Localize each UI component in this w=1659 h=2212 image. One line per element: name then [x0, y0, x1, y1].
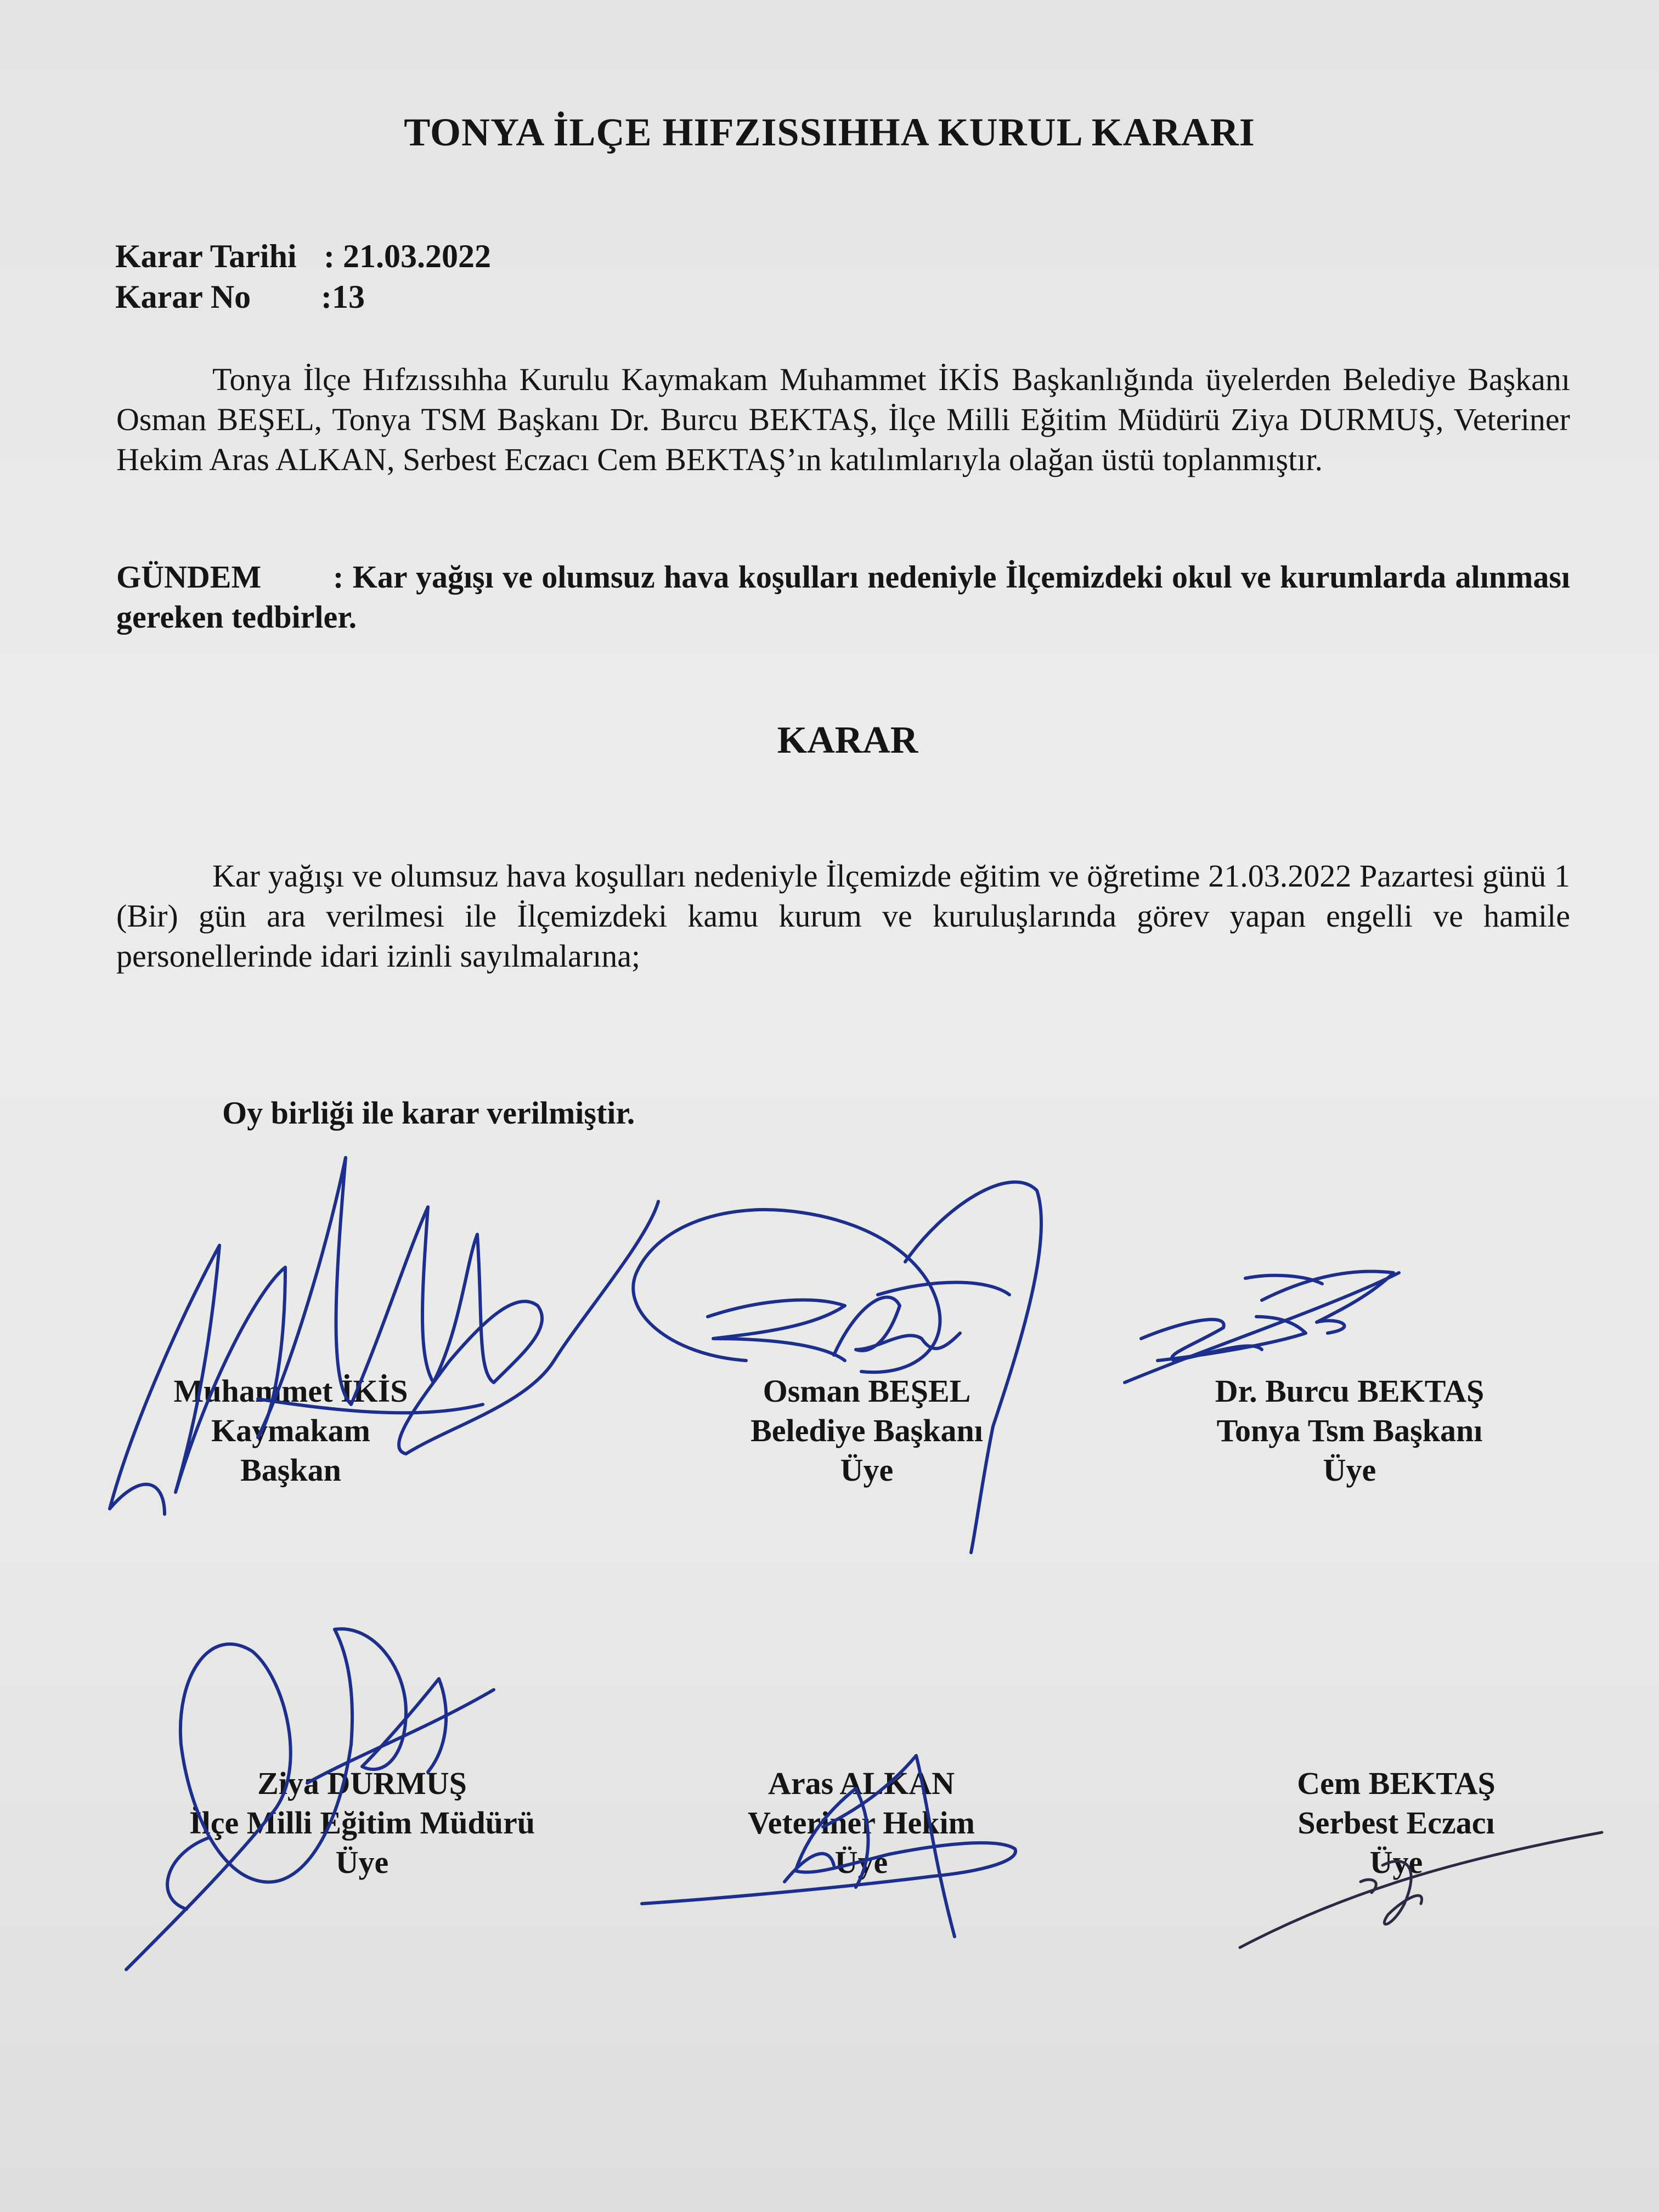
signatory-title: İlçe Milli Eğitim Müdürü: [189, 1805, 535, 1841]
signatory-role: Üye: [834, 1844, 888, 1880]
decision-date-row: [115, 236, 491, 276]
signatory-block-5: [642, 1764, 1081, 1882]
intro-paragraph: Tonya İlçe Hıfzıssıhha Kurulu Kaymakam Muhammet İKİS Başkanlığında üyelerden Belediye Başkanı Osman BEŞEL, Tonya TSM Başkanı Dr. Burcu BEKTAŞ, İlçe Milli Eğitim Müdürü Ziya DURMUŞ, Veteriner Hekim Aras ALKAN, Serbest Eczacı Cem BEKTAŞ’ın katılımlarıyla olağan üstü toplanmıştır.: [116, 362, 1570, 477]
signatory-block-1: [71, 1372, 510, 1490]
signatory-title: Belediye Başkanı: [751, 1413, 983, 1448]
signatory-role: Üye: [335, 1844, 389, 1880]
signatory-title: Tonya Tsm Başkanı: [1216, 1413, 1483, 1448]
decision-number-value: :13: [321, 279, 365, 315]
decision-meta: [115, 236, 491, 317]
document-title: TONYA İLÇE HIFZISSIHHA KURUL KARARI: [404, 110, 1255, 154]
decision-date-label: Karar Tarihi: [115, 238, 297, 274]
signatory-role: Üye: [840, 1452, 894, 1488]
signatory-title: Kaymakam: [211, 1413, 370, 1448]
agenda-text: : Kar yağışı ve olumsuz hava koşulları nedeniyle İlçemizdeki okul ve kurumlarda alınması gereken tedbirler.: [116, 559, 1570, 635]
decision-paragraph: Kar yağışı ve olumsuz hava koşulları nedeniyle İlçemizde eğitim ve öğretime 21.03.2022 Pazartesi günü 1 (Bir) gün ara verilmesi ile İlçemizdeki kamu kurum ve kuruluşlarında görev yapan engelli ve hamile personellerinde idari izinli sayılmalarına;: [116, 858, 1570, 974]
unanimous-statement: Oy birliği ile karar verilmiştir.: [222, 1095, 635, 1131]
signatory-name: Osman BEŞEL: [763, 1373, 971, 1409]
signature-3-scribble: [1125, 1271, 1399, 1383]
signatory-name: Aras ALKAN: [768, 1765, 955, 1801]
signatory-block-2: [647, 1372, 1086, 1490]
agenda-block: [116, 557, 1570, 637]
signatory-title: Veteriner Hekim: [748, 1805, 975, 1841]
agenda-label: GÜNDEM: [116, 559, 262, 595]
decision-heading: KARAR: [777, 719, 918, 761]
signatory-title: Serbest Eczacı: [1297, 1805, 1495, 1841]
decision-date-value: : 21.03.2022: [324, 238, 491, 274]
decision-number-label: Karar No: [115, 279, 251, 315]
signatory-name: Dr. Burcu BEKTAŞ: [1215, 1373, 1485, 1409]
signatory-name: Ziya DURMUŞ: [257, 1765, 467, 1801]
signature-2-scribble: [633, 1182, 1041, 1553]
signatory-role: Üye: [1323, 1452, 1376, 1488]
signatory-role: Üye: [1369, 1844, 1423, 1880]
signatory-block-3: [1130, 1372, 1569, 1490]
decision-number-row: [115, 276, 491, 317]
signatory-name: Cem BEKTAŞ: [1297, 1765, 1496, 1801]
signatory-role: Başkan: [240, 1452, 341, 1488]
signatory-block-6: [1177, 1764, 1616, 1882]
signatory-block-4: [143, 1764, 582, 1882]
signatory-name: Muhammet İKİS: [173, 1373, 408, 1409]
